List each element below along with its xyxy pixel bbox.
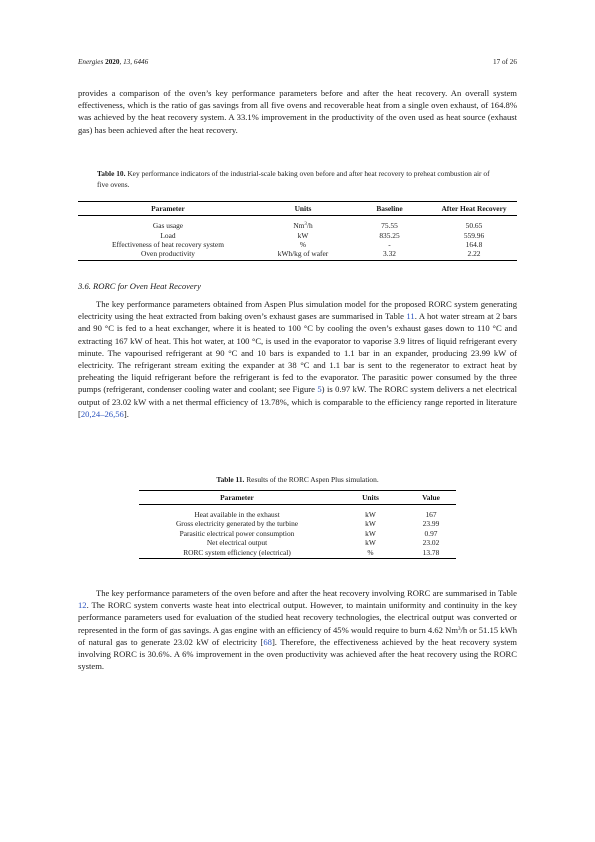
table-cell: 559.96 xyxy=(463,230,485,240)
table11-caption: Table 11. Results of the RORC Aspen Plus simulation. xyxy=(216,475,379,484)
table-cell: Load xyxy=(160,230,176,240)
table-cell: kWh/kg of wafer xyxy=(258,249,348,260)
table-cell: kW xyxy=(365,510,376,519)
intro-paragraph: provides a comparison of the oven’s key performance parameters before and after the heat recovery. An overall system effectiveness, which is the ratio of gas savings from all five ovens and recoverable heat from a single oven exhaust, of 164.8% was achieved by the heat recovery system. A 33.1% improvement in the productivity of the oven used as heat source (exhaust gas) has been achieved after the heat recovery. xyxy=(78,88,517,135)
table-cell: Net electrical output xyxy=(206,538,268,548)
table-cell: 23.02 xyxy=(422,538,440,548)
journal-citation: Energies 2020, 13, 6446 xyxy=(78,58,149,66)
table-cell: kW xyxy=(365,528,376,538)
table-cell: kW xyxy=(365,538,376,548)
comparison-paragraph: The key performance parameters of the oven before and after the heat recovery involving RORC are summarised in Table 12. The RORC system converts waste heat into electrical output. However, to maintain uniformity and continuity in the key performance parameters used for evaluation of the studied heat recovery technologies, the electrical output was converted or represented in the form of gas savings. A gas engine with an efficiency of 45% would require to burn 4.62 Nm$^3$/h or 51.15 kWh of natural gas to generate 23.02 kW of electricity [68]. Therefore, the effectiveness achieved by the heat recovery system involving RORC is 30.6%. A 6% improvement in the oven productivity was achieved after the heat recovery using the RORC system. xyxy=(78,588,517,672)
table10-caption: Table 10. Key performance indicators of the industrial-scale baking oven before and after heat recovery to preheat combustion air of five ovens. xyxy=(97,169,490,189)
table-cell: 50.65 xyxy=(465,221,483,231)
table-header-cell: Units xyxy=(335,491,406,505)
table-cell: % xyxy=(335,548,406,559)
table-row xyxy=(78,216,517,231)
table-cell: 164.8 xyxy=(465,239,483,249)
table-header-cell: Parameter xyxy=(139,491,335,505)
running-head xyxy=(78,58,517,66)
table-row xyxy=(139,519,456,528)
ref-link-literature[interactable]: 20,24–26,56 xyxy=(80,408,124,419)
table-cell: 13.78 xyxy=(406,548,456,559)
ref-link-table12[interactable]: 12 xyxy=(78,600,87,611)
ref-link-figure5[interactable]: 5 xyxy=(317,384,322,395)
rorc-paragraph: The key performance parameters obtained from Aspen Plus simulation model for the proposed RORC system generating electricity using the heat extracted from baking oven’s exhaust gases are summarised in Table 11. A hot water stream at 2 bars and 90 °C is fed to a heat exchanger, where it is heated to 100 °C by cooling the oven’s exhaust gases down to 110 °C and extracting 167 kW of heat. This hot water, at 100 °C, is used in the evaporator to vaporise 3.9 litres of liquid refrigerant every minute. The vapourised refrigerant at 90 °C and 10 bars is expanded to 1.1 bar in an expander, producing 23.99 kW of electricity. The refrigerant stream exiting the expander at 38 °C and 1.1 bar is sent to the regenerator to extract heat by preheating the liquid refrigerant before the refrigerant is fed to the evaporator. The parasitic power consumed by the three pumps (refrigerant, condenser cooling water and coolant; see Figure 5) is 0.97 kW. The RORC system delivers a net electrical output of 23.02 kW with a net thermal efficiency of 13.78%, which is comparable to the efficiency range reported in literature [20,24–26,56]. xyxy=(78,299,518,419)
table-cell: 75.55 xyxy=(381,221,398,231)
table11 xyxy=(139,490,456,559)
table-cell: RORC system efficiency (electrical) xyxy=(139,548,335,559)
table-row xyxy=(78,240,517,249)
table-cell: Heat available in the exhaust xyxy=(194,510,280,519)
table-cell: 0.97 xyxy=(424,528,438,538)
table-cell: Gas usage xyxy=(152,221,184,231)
table-header-row xyxy=(78,202,517,216)
table-cell: - xyxy=(388,239,391,249)
page-number: 17 of 26 xyxy=(493,58,517,66)
section-heading: 3.6. RORC for Oven Heat Recovery xyxy=(78,281,201,291)
table-header-row xyxy=(139,491,456,505)
table-header-cell: Baseline xyxy=(348,202,431,216)
table10 xyxy=(78,201,517,261)
table-cell: Parasitic electrical power consumption xyxy=(179,528,295,538)
table-cell: Oven productivity xyxy=(78,249,258,260)
table-row xyxy=(139,529,456,538)
table-cell: 835.25 xyxy=(379,230,400,240)
table-cell: kW xyxy=(365,519,376,529)
table-cell: 3.32 xyxy=(348,249,431,260)
table-cell: kW xyxy=(297,230,309,240)
table-header-cell: Value xyxy=(406,491,456,505)
table-row xyxy=(78,249,517,260)
table-cell: 23.99 xyxy=(422,519,440,529)
table-cell: Nm$^3$/h xyxy=(293,221,313,231)
table-cell: 167 xyxy=(425,510,437,519)
ref-link-table11[interactable]: 11 xyxy=(406,311,415,322)
table-row xyxy=(139,538,456,547)
table-row xyxy=(78,231,517,240)
table-cell: Gross electricity generated by the turbine xyxy=(175,519,299,529)
table-header-cell: Units xyxy=(258,202,348,216)
table-row xyxy=(139,548,456,559)
table-cell: % xyxy=(299,239,307,249)
table-row xyxy=(139,505,456,520)
table-header-cell: After Heat Recovery xyxy=(431,202,517,216)
table-header-cell: Parameter xyxy=(78,202,258,216)
ref-link-68[interactable]: 68 xyxy=(263,636,272,647)
table-cell: 2.22 xyxy=(431,249,517,260)
table-cell: Effectiveness of heat recovery system xyxy=(112,239,224,249)
